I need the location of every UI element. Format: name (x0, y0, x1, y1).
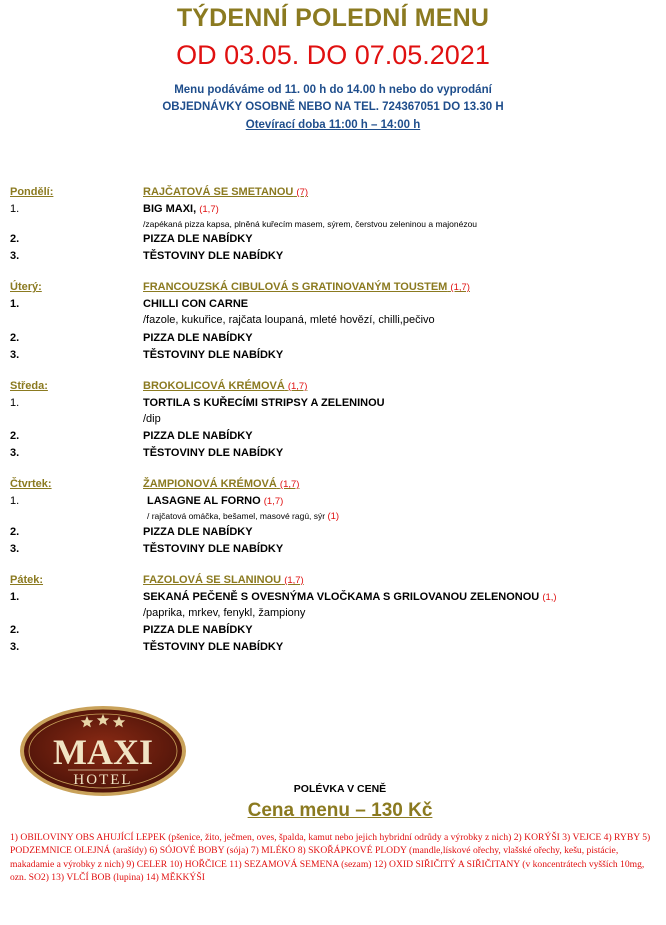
menu-item-note (10, 219, 660, 233)
day-label: Pondělí: (10, 186, 54, 198)
dish-name: LASAGNE AL FORNO (147, 494, 261, 507)
soup-name: FRANCOUZSKÁ CIBULOVÁ S GRATINOVANÝM TOUSTEM (143, 281, 448, 293)
menu-item-note (10, 607, 660, 624)
allergen-code: (1,7) (279, 479, 300, 490)
allergen-code: (1,) (542, 591, 557, 603)
opening-hours: Otevírací doba 11:00 h – 14:00 h (245, 119, 421, 131)
item-number: 1. (10, 494, 20, 507)
item-number: 1. (10, 297, 20, 310)
item-number: 1. (10, 590, 20, 603)
dish-description: /fazole, kukuřice, rajčata loupaná, mleté hovězí, chilli,pečivo (143, 314, 435, 326)
menu-price: Cena menu – 130 Kč (247, 800, 433, 821)
item-number: 1. (10, 396, 20, 409)
logo-brand: MAXI (53, 732, 153, 772)
dish-name: TORTILA S KUŘECÍMI STRIPSY A ZELENINOU (143, 396, 385, 409)
dish-name: PIZZA DLE NABÍDKY (143, 624, 253, 636)
page-title: TÝDENNÍ POLEDNÍ MENU (176, 4, 490, 32)
item-cell (147, 495, 283, 507)
allergen-legend: 1) OBILOVINY OBS AHUJÍCÍ LEPEK (pšenice, žito, ječmen, oves, špalda, kamut nebo jejich hybridní odrůdy a výrobky z nich) 2) KORÝŠI 3) VEJCE 4) RYBY 5) PODZEMNICE OLEJNÁ (arašídy) 6) SÓJOVÉ BOBY (sója) 7) MLÉKO 8) SKOŘÁPKOVÉ PLODY (mandle,lískové ořechy, vlašské ořechy, kešu, pistácie, makadamie a výrobky z nich) 9) CELER 10) HOŘČICE 11) SEZAMOVÁ SEMENA (sezam) 12) OXID SIŘIČITÝ A SIŘIČITANY (v koncentrátech vyšších 10mg, ozn. SO2) 13) VLČÍ BOB (lupina) 14) MĚKKÝŠI (10, 832, 651, 884)
dish-name: BIG MAXI, (143, 202, 197, 215)
menu-item-note (10, 511, 660, 526)
item-cell (143, 591, 557, 603)
allergen-code: (1,7) (284, 575, 304, 586)
dish-name: PIZZA DLE NABÍDKY (143, 332, 253, 344)
menu-item-note (10, 413, 660, 430)
menu-item (10, 641, 660, 658)
dish-name: SEKANÁ PEČENĚ S OVESNÝMA VLOČKAMA S GRILOVANOU ZELENONOU (143, 590, 540, 603)
menu-item (10, 349, 660, 366)
dish-name: TĚSTOVINY DLE NABÍDKY (143, 446, 284, 459)
menu-item (10, 332, 660, 349)
allergen-code: (1,7) (287, 381, 308, 392)
dish-description: /paprika, mrkev, fenykl, žampiony (143, 607, 306, 619)
menu-item (10, 526, 660, 543)
item-number: 3. (10, 446, 20, 459)
item-number: 1. (10, 202, 20, 215)
soup-name: RAJČATOVÁ SE SMETANOU (143, 186, 294, 198)
logo-sub: HOTEL (73, 772, 133, 788)
dish-name: PIZZA DLE NABÍDKY (143, 233, 253, 245)
item-number: 3. (10, 249, 20, 262)
soup-name: BROKOLICOVÁ KRÉMOVÁ (143, 380, 285, 392)
soup-cell (143, 186, 308, 198)
soup-included-note: POLÉVKA V CENĚ (293, 783, 387, 795)
day-label: Středa: (10, 380, 48, 392)
item-cell (143, 203, 219, 215)
menu-item (10, 591, 660, 608)
item-number: 2. (10, 233, 20, 245)
day-row (10, 186, 660, 203)
soup-name: ŽAMPIONOVÁ KRÉMOVÁ (143, 478, 277, 490)
day-label: Čtvrtek: (10, 478, 52, 490)
date-range: OD 03.05. DO 07.05.2021 (176, 40, 490, 70)
day-label: Úterý: (10, 281, 42, 293)
menu-item (10, 397, 660, 414)
soup-cell (143, 574, 304, 586)
order-info: OBJEDNÁVKY OSOBNĚ NEBO NA TEL. 724367051 DO 13.30 H (162, 101, 504, 113)
day-block (10, 574, 660, 657)
day-row (10, 478, 660, 495)
item-number: 3. (10, 640, 20, 653)
soup-cell (143, 380, 307, 392)
item-number: 3. (10, 542, 20, 555)
menu-item (10, 495, 660, 512)
soup-cell (143, 478, 299, 490)
allergen-code: (1,7) (199, 203, 219, 215)
weekly-menu (10, 186, 660, 672)
allergen-code: (7) (296, 187, 309, 198)
allergen-code: (1,7) (263, 495, 284, 507)
dish-name: TĚSTOVINY DLE NABÍDKY (143, 542, 284, 555)
dish-name: TĚSTOVINY DLE NABÍDKY (143, 249, 284, 262)
day-block (10, 478, 660, 559)
menu-item (10, 250, 660, 267)
dish-name: CHILLI CON CARNE (143, 297, 249, 310)
serving-hours: Menu podáváme od 11. 00 h do 14.00 h nebo do vyprodání (174, 84, 492, 96)
allergen-code: (1) (327, 511, 340, 522)
dish-description-cell (147, 511, 339, 522)
item-number: 2. (10, 332, 20, 344)
dish-description: /dip (143, 413, 161, 425)
day-block (10, 186, 660, 266)
day-block (10, 281, 660, 365)
day-block (10, 380, 660, 463)
item-number: 2. (10, 430, 20, 442)
dish-name: PIZZA DLE NABÍDKY (143, 526, 253, 538)
dish-description: / rajčatová omáčka, bešamel, masové ragú, sýr (147, 511, 326, 521)
menu-item (10, 543, 660, 560)
item-number: 2. (10, 526, 20, 538)
menu-item-note (10, 314, 660, 332)
dish-name: TĚSTOVINY DLE NABÍDKY (143, 640, 284, 653)
day-row (10, 574, 660, 591)
dish-name: PIZZA DLE NABÍDKY (143, 430, 253, 442)
menu-item (10, 624, 660, 641)
menu-item (10, 298, 660, 315)
soup-cell (143, 281, 470, 293)
soup-name: FAZOLOVÁ SE SLANINOU (143, 574, 282, 586)
allergen-code: (1,7) (450, 282, 470, 293)
menu-item (10, 430, 660, 447)
day-row (10, 281, 660, 298)
menu-item (10, 203, 660, 220)
menu-item (10, 447, 660, 464)
item-number: 3. (10, 348, 20, 361)
day-label: Pátek: (10, 574, 44, 586)
menu-item (10, 233, 660, 250)
day-row (10, 380, 660, 397)
item-number: 2. (10, 624, 20, 636)
dish-name: TĚSTOVINY DLE NABÍDKY (143, 348, 284, 361)
maxi-hotel-logo (18, 704, 188, 799)
dish-description: /zapékaná pizza kapsa, plněná kuřecím masem, sýrem, čerstvou zeleninou a majonézou (143, 219, 478, 229)
